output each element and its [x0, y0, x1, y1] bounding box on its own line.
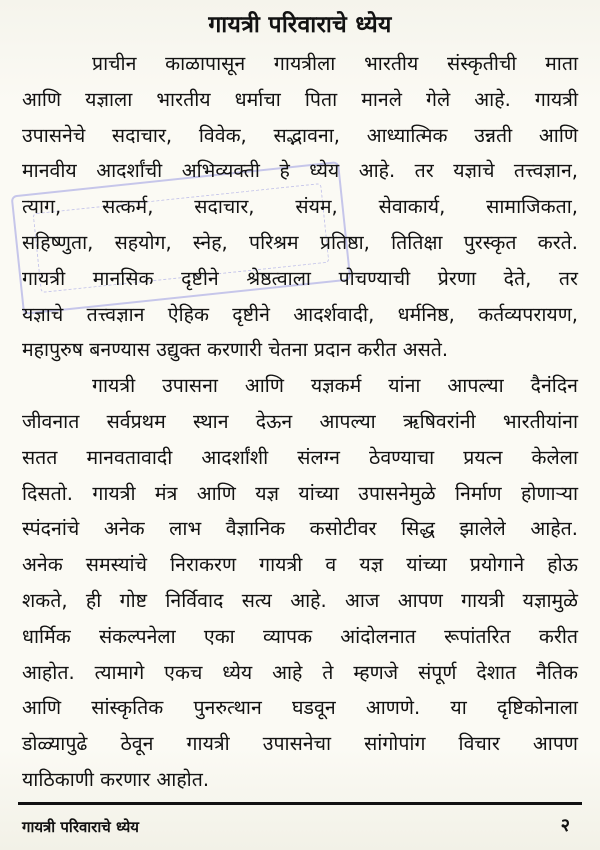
text-line: सतत मानवतावादी आदर्शांशी संलग्न ठेवण्याचा प्रयत्न केलेला [22, 445, 578, 469]
text-line: शकते, ही गोष्ट निर्विवाद सत्य आहे. आज आपण गायत्री यज्ञामुळे [22, 588, 578, 612]
page-number: २ [560, 815, 570, 836]
text-line: त्याग, सत्कर्म, सदाचार, संयम, सेवाकार्य, सामाजिकता, [22, 195, 578, 219]
text-line: आहोत. त्यामागे एकच ध्येय आहे ते म्हणजे संपूर्ण देशात नैतिक [22, 660, 578, 684]
text-line: सहिष्णुता, सहयोग, स्नेह, परिश्रम प्रतिष्ठा, तितिक्षा पुरस्कृत करते. [22, 230, 578, 254]
page-title: गायत्री परिवाराचे ध्येय [208, 12, 392, 38]
text-line: मानवीय आदर्शांची अभिव्यक्ती हे ध्येय आहे. तर यज्ञाचे तत्त्वज्ञान, [22, 159, 578, 183]
text-line: आणि सांस्कृतिक पुनरुत्थान घडवून आणणे. या दृष्टिकोनाला [22, 696, 578, 720]
footer-divider [18, 802, 582, 805]
text-line: प्राचीन काळापासून गायत्रीला भारतीय संस्कृतीची माता [92, 52, 578, 75]
running-footer-title: गायत्री परिवाराचे ध्येय [22, 818, 139, 836]
paragraph-1 [22, 46, 578, 368]
text-line: स्पंदनांचे अनेक लाभ वैज्ञानिक कसोटीवर सिद्ध झालेले आहेत. [22, 517, 578, 541]
paragraph-2 [22, 368, 578, 798]
text-line: याठिकाणी करणार आहोत. [22, 767, 210, 791]
text-line: जीवनात सर्वप्रथम स्थान देऊन आपल्या ऋषिवरांनी भारतीयांना [22, 409, 578, 433]
text-line: अनेक समस्यांचे निराकरण गायत्री व यज्ञ यांच्या प्रयोगाने होऊ [22, 553, 578, 577]
text-line: धार्मिक संकल्पनेला एका व्यापक आंदोलनात रूपांतरित करीत [22, 624, 578, 648]
text-line: आणि यज्ञाला भारतीय धर्माचा पिता मानले गेले आहे. गायत्री [22, 87, 578, 111]
text-line: महापुरुष बनण्यास उद्युक्त करणारी चेतना प्रदान करीत असते. [22, 338, 449, 362]
text-line: गायत्री मानसिक दृष्टीने श्रेष्ठत्वाला पोचण्याची प्रेरणा देते, तर [22, 266, 578, 290]
text-line: डोळ्यापुढे ठेवून गायत्री उपासनेचा सांगोपांग विचार आपण [22, 732, 578, 756]
text-line: दिसतो. गायत्री मंत्र आणि यज्ञ यांच्या उपासनेमुळे निर्माण होणाऱ्या [22, 481, 578, 505]
text-line: यज्ञाचे तत्त्वज्ञान ऐहिक दृष्टीने आदर्शवादी, धर्मनिष्ठ, कर्तव्यपरायण, [22, 302, 578, 326]
text-line: गायत्री उपासना आणि यज्ञकर्म यांना आपल्या दैनंदिन [92, 374, 578, 398]
text-line: उपासनेचे सदाचार, विवेक, सद्भावना, आध्यात्मिक उन्नती आणि [22, 123, 578, 147]
body-text [22, 46, 578, 798]
